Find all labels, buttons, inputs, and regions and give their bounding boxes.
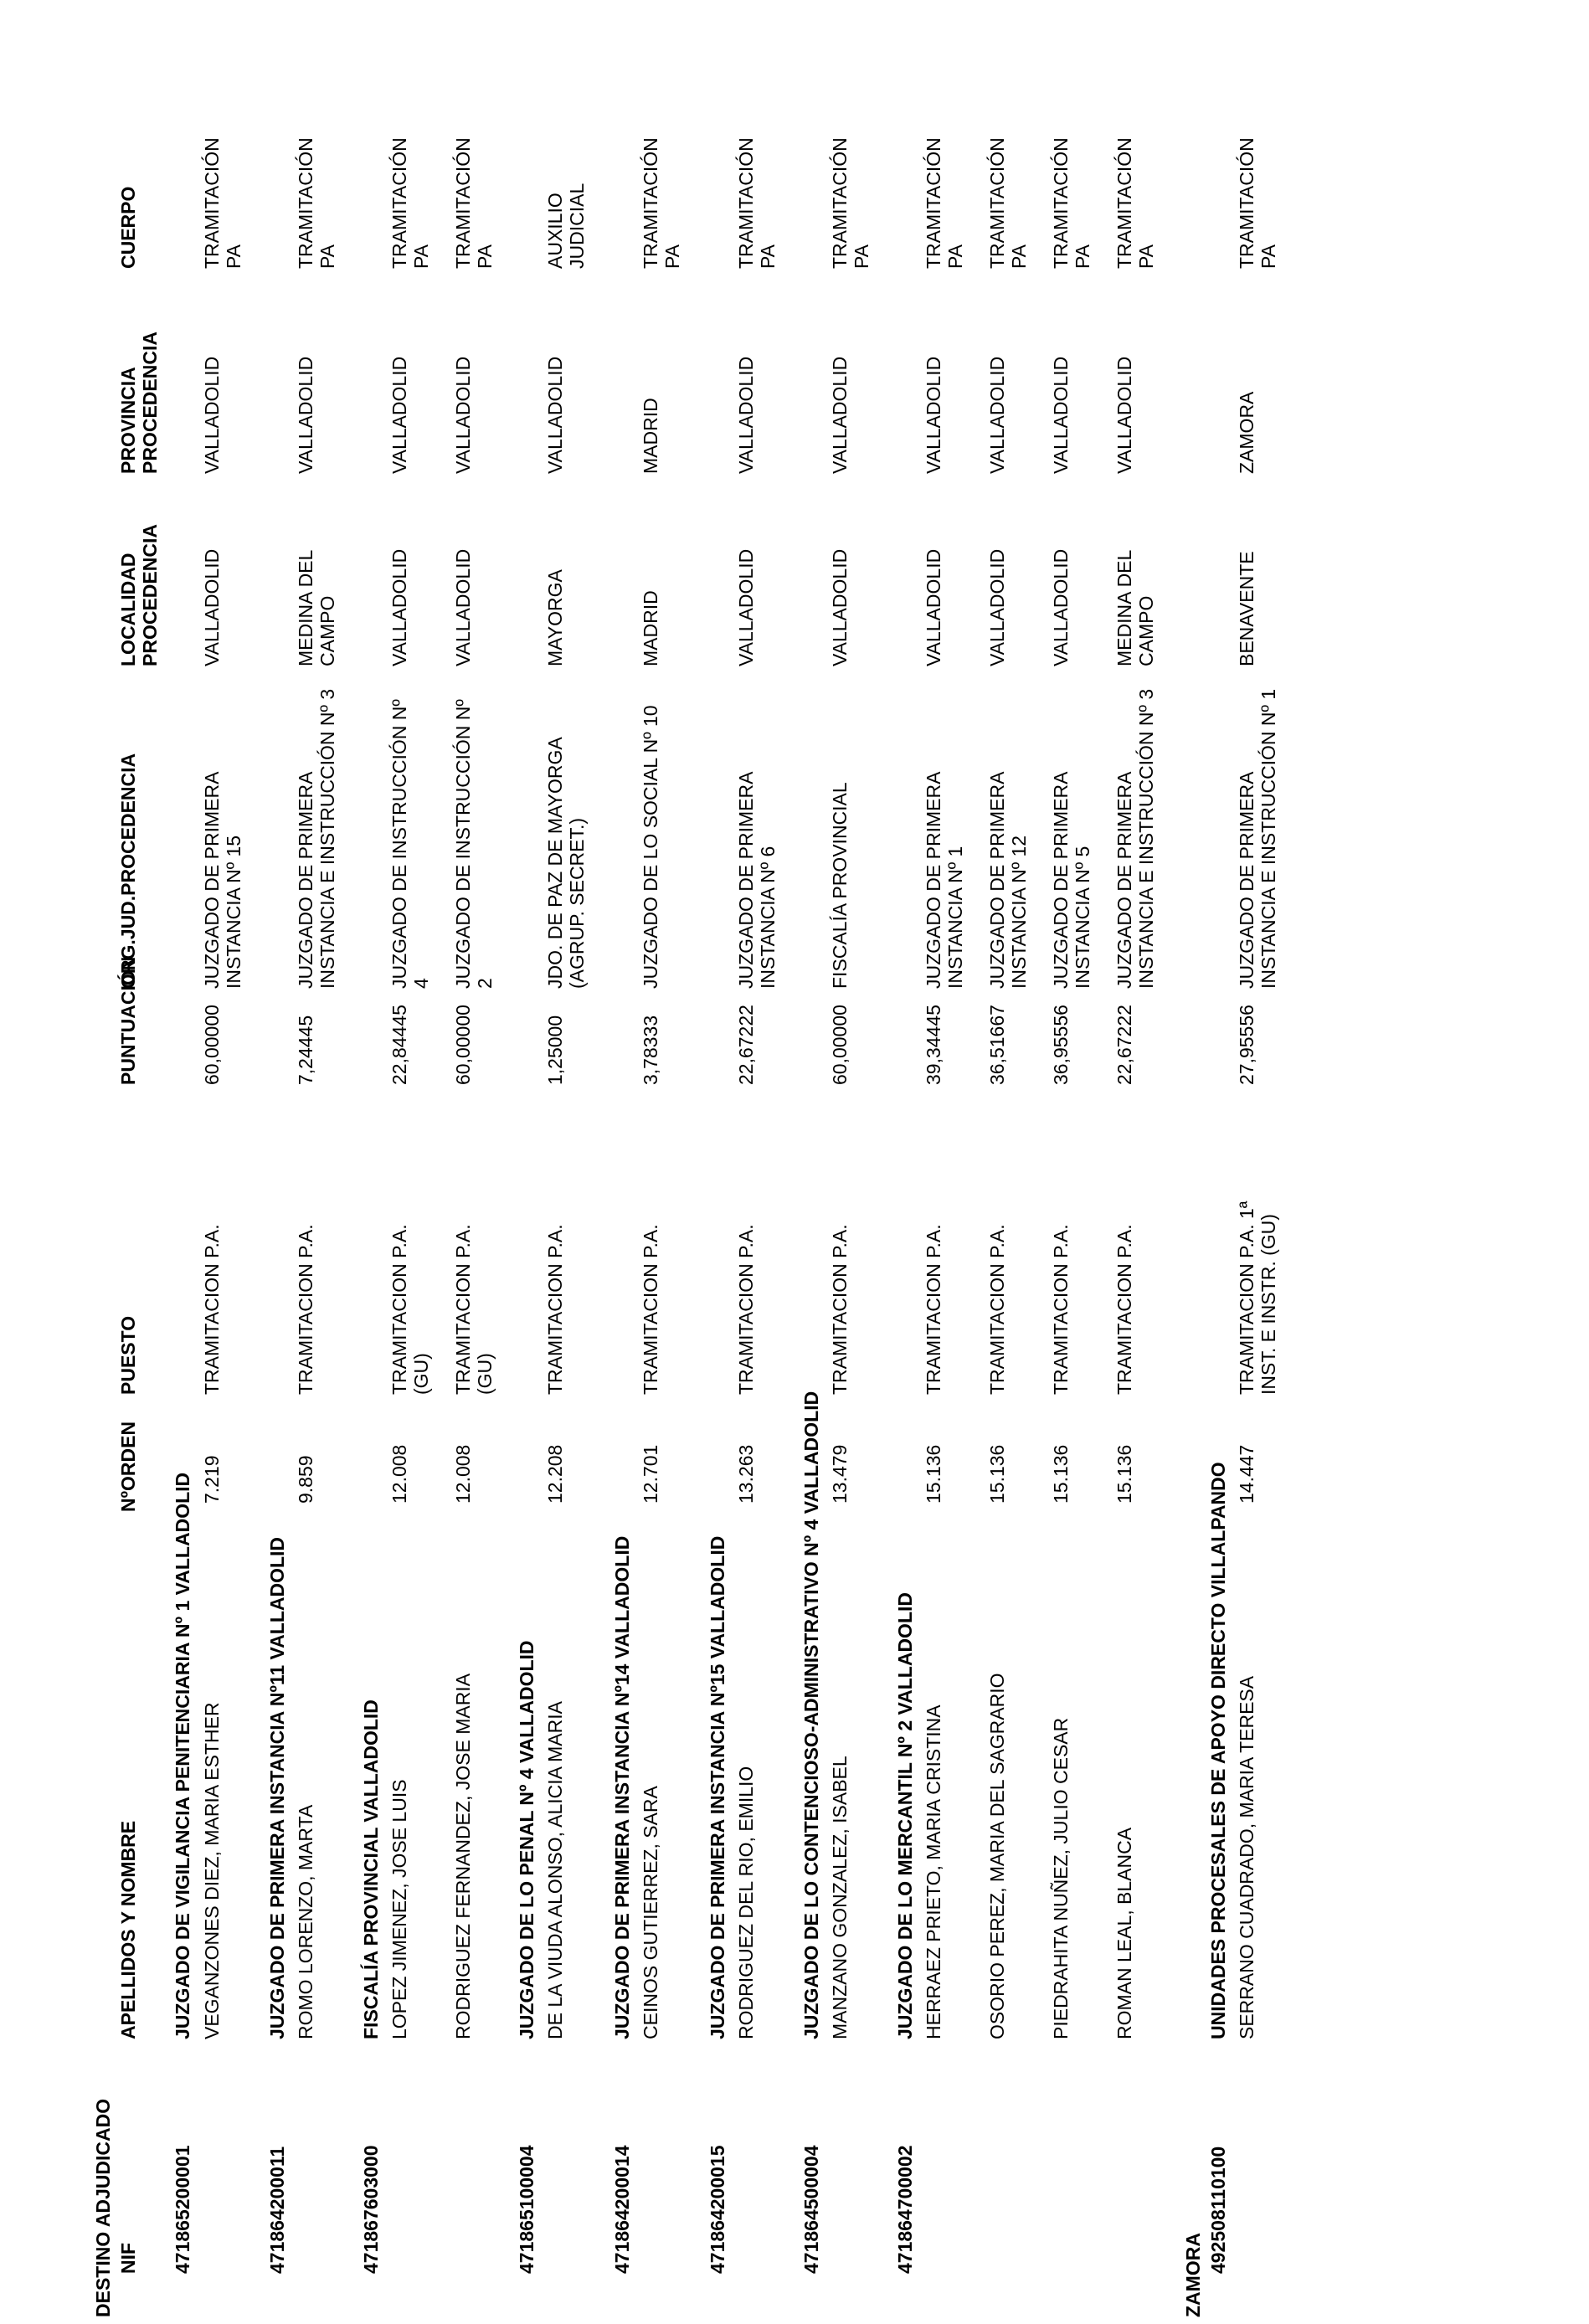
row-puesto: TRAMITACION P.A.: [544, 1224, 566, 1395]
row-nombre: DE LA VIUDA ALONSO, ALICIA MARIA: [544, 1701, 566, 2039]
row-cuerpo: TRAMITACIÓN PA: [452, 137, 496, 269]
row-puntuacion: 22,67222: [735, 1005, 757, 1085]
row-provincia: VALLADOLID: [544, 356, 566, 474]
row-provincia: VALLADOLID: [986, 356, 1008, 474]
row-nombre: OSORIO PEREZ, MARIA DEL SAGRARIO: [986, 1673, 1008, 2039]
row-org: JDO. DE PAZ DE MAYORGA (AGRUP. SECRET.): [544, 737, 588, 989]
row-org: JUZGADO DE PRIMERA INSTANCIA E INSTRUCCIÓN Nº 1: [1236, 688, 1279, 989]
row-orden: 9.859: [295, 1455, 316, 1504]
row-localidad: VALLADOLID: [1050, 548, 1072, 666]
row-nombre: LOPEZ JIMENEZ, JOSE LUIS: [388, 1779, 410, 2039]
section-code: 471867603000: [360, 2145, 382, 2274]
row-cuerpo: TRAMITACIÓN PA: [640, 137, 683, 269]
row-cuerpo: TRAMITACIÓN PA: [295, 137, 338, 269]
row-puesto: TRAMITACION P.A.: [201, 1224, 223, 1395]
section-code: 471864200014: [611, 2145, 633, 2274]
header-puntuacion: PUNTUACIÓN: [117, 956, 139, 1085]
row-puntuacion: 7,24445: [295, 1015, 316, 1085]
row-nombre: RODRIGUEZ FERNANDEZ, JOSE MARIA: [452, 1673, 474, 2039]
row-localidad: VALLADOLID: [201, 548, 223, 666]
row-localidad: MEDINA DEL CAMPO: [1113, 549, 1157, 666]
row-provincia: VALLADOLID: [452, 356, 474, 474]
row-localidad: MAYORGA: [544, 569, 566, 666]
row-cuerpo: AUXILIO JUDICIAL: [544, 183, 588, 269]
header-norden: NºORDEN: [117, 1421, 139, 1512]
row-puntuacion: 22,84445: [388, 1005, 410, 1085]
row-cuerpo: TRAMITACIÓN PA: [923, 137, 966, 269]
row-org: JUZGADO DE PRIMERA INSTANCIA E INSTRUCCIÓN Nº 3: [295, 688, 338, 989]
row-nombre: SERRANO CUADRADO, MARIA TERESA: [1236, 1675, 1257, 2039]
row-orden: 15.136: [923, 1444, 944, 1504]
row-cuerpo: TRAMITACIÓN PA: [1113, 137, 1157, 269]
row-cuerpo: TRAMITACIÓN PA: [201, 137, 244, 269]
row-orden: 12.208: [544, 1444, 566, 1504]
row-puesto: TRAMITACION P.A. (GU): [388, 1224, 432, 1395]
section-code: 471865100004: [516, 2145, 537, 2274]
document-title: DESTINO ADJUDICADO: [92, 2098, 114, 2317]
row-nombre: CEINOS GUTIERREZ, SARA: [640, 1786, 661, 2039]
section-name: JUZGADO DE PRIMERA INSTANCIA Nº14 VALLADOLID: [611, 1535, 633, 2039]
section-name: JUZGADO DE LO CONTENCIOSO-ADMINISTRATIVO Nº 4 VALLADOLID: [800, 1391, 822, 2039]
row-provincia: VALLADOLID: [735, 356, 757, 474]
row-puesto: TRAMITACION P.A. (GU): [452, 1224, 496, 1395]
section-code: 471864500004: [800, 2145, 822, 2274]
section-name: JUZGADO DE LO MERCANTIL Nº 2 VALLADOLID: [894, 1592, 916, 2039]
row-orden: 15.136: [986, 1444, 1008, 1504]
row-puesto: TRAMITACION P.A. 1ª INST. E INSTR. (GU): [1236, 1201, 1279, 1395]
row-puntuacion: 3,78333: [640, 1015, 661, 1085]
row-provincia: MADRID: [640, 398, 661, 474]
section-code: 471864200011: [266, 2146, 288, 2274]
header-provincia: PROVINCIA PROCEDENCIA: [117, 332, 161, 474]
section-name: JUZGADO DE VIGILANCIA PENITENCIARIA Nº 1 VALLADOLID: [172, 1472, 193, 2039]
row-cuerpo: TRAMITACIÓN PA: [986, 137, 1030, 269]
header-cuerpo: CUERPO: [117, 186, 139, 269]
row-localidad: VALLADOLID: [829, 548, 851, 666]
row-orden: 13.479: [829, 1444, 851, 1504]
row-orden: 7.219: [201, 1455, 223, 1504]
row-orden: 15.136: [1113, 1444, 1135, 1504]
row-localidad: VALLADOLID: [735, 548, 757, 666]
row-nombre: ROMAN LEAL, BLANCA: [1113, 1827, 1135, 2039]
row-nombre: MANZANO GONZALEZ, ISABEL: [829, 1756, 851, 2039]
row-nombre: ROMO LORENZO, MARTA: [295, 1804, 316, 2039]
row-nombre: HERRAEZ PRIETO, MARIA CRISTINA: [923, 1704, 944, 2039]
row-nombre: VEGANZONES DIEZ, MARIA ESTHER: [201, 1702, 223, 2039]
row-cuerpo: TRAMITACIÓN PA: [1050, 137, 1093, 269]
header-org: ORG.JUD.PROCEDENCIA: [117, 753, 139, 989]
row-cuerpo: TRAMITACIÓN PA: [829, 137, 872, 269]
row-orden: 12.701: [640, 1444, 661, 1504]
section-name: JUZGADO DE PRIMERA INSTANCIA Nº11 VALLADOLID: [266, 1536, 288, 2039]
section-name: JUZGADO DE PRIMERA INSTANCIA Nº15 VALLADOLID: [707, 1535, 728, 2039]
row-nombre: PIEDRAHITA NUÑEZ, JULIO CESAR: [1050, 1717, 1072, 2039]
row-localidad: BENAVENTE: [1236, 551, 1257, 666]
row-puesto: TRAMITACION P.A.: [1113, 1224, 1135, 1395]
section-name: UNIDADES PROCESALES DE APOYO DIRECTO VILLALPANDO: [1207, 1462, 1229, 2039]
row-puntuacion: 27,95556: [1236, 1005, 1257, 1085]
row-puntuacion: 60,00000: [201, 1005, 223, 1085]
header-localidad: LOCALIDAD PROCEDENCIA: [117, 524, 161, 666]
row-provincia: VALLADOLID: [1050, 356, 1072, 474]
row-orden: 15.136: [1050, 1444, 1072, 1504]
row-org: FISCALÍA PROVINCIAL: [829, 782, 851, 989]
section-code: 471864700002: [894, 2145, 916, 2274]
row-org: JUZGADO DE PRIMERA INSTANCIA Nº 12: [986, 771, 1030, 989]
row-puesto: TRAMITACION P.A.: [1050, 1224, 1072, 1395]
row-org: JUZGADO DE INSTRUCCIÓN Nº 2: [452, 699, 496, 989]
row-org: JUZGADO DE LO SOCIAL Nº 10: [640, 705, 661, 989]
row-orden: 12.008: [452, 1444, 474, 1504]
row-localidad: MADRID: [640, 590, 661, 666]
row-org: JUZGADO DE PRIMERA INSTANCIA E INSTRUCCIÓN Nº 3: [1113, 688, 1157, 989]
row-localidad: VALLADOLID: [923, 548, 944, 666]
row-org: JUZGADO DE INSTRUCCIÓN Nº 4: [388, 699, 432, 989]
row-provincia: VALLADOLID: [923, 356, 944, 474]
header-puesto: PUESTO: [117, 1315, 139, 1395]
row-localidad: VALLADOLID: [388, 548, 410, 666]
row-puesto: TRAMITACION P.A.: [986, 1224, 1008, 1395]
row-orden: 13.263: [735, 1444, 757, 1504]
row-puntuacion: 22,67222: [1113, 1005, 1135, 1085]
header-nif: NIF: [117, 2242, 139, 2274]
row-cuerpo: TRAMITACIÓN PA: [388, 137, 432, 269]
row-puntuacion: 60,00000: [452, 1005, 474, 1085]
row-cuerpo: TRAMITACIÓN PA: [1236, 137, 1279, 269]
region-heading: ZAMORA: [1182, 2233, 1204, 2317]
row-localidad: VALLADOLID: [986, 548, 1008, 666]
header-nombre: APELLIDOS Y NOMBRE: [117, 1820, 139, 2039]
row-puntuacion: 1,25000: [544, 1015, 566, 1085]
row-puesto: TRAMITACION P.A.: [923, 1224, 944, 1395]
section-code: 492508110100: [1207, 2146, 1229, 2274]
row-orden: 12.008: [388, 1444, 410, 1504]
row-cuerpo: TRAMITACIÓN PA: [735, 137, 779, 269]
row-localidad: VALLADOLID: [452, 548, 474, 666]
row-org: JUZGADO DE PRIMERA INSTANCIA Nº 1: [923, 771, 966, 989]
row-provincia: VALLADOLID: [201, 356, 223, 474]
row-provincia: VALLADOLID: [829, 356, 851, 474]
row-puesto: TRAMITACION P.A.: [295, 1224, 316, 1395]
row-org: JUZGADO DE PRIMERA INSTANCIA Nº 15: [201, 771, 244, 989]
section-code: 471864200015: [707, 2145, 728, 2274]
row-puesto: TRAMITACION P.A.: [829, 1224, 851, 1395]
row-org: JUZGADO DE PRIMERA INSTANCIA Nº 6: [735, 771, 779, 989]
section-code: 471865200001: [172, 2145, 193, 2274]
row-org: JUZGADO DE PRIMERA INSTANCIA Nº 5: [1050, 771, 1093, 989]
row-localidad: MEDINA DEL CAMPO: [295, 549, 338, 666]
row-provincia: VALLADOLID: [388, 356, 410, 474]
row-provincia: VALLADOLID: [295, 356, 316, 474]
section-name: FISCALÍA PROVINCIAL VALLADOLID: [360, 1699, 382, 2039]
row-puesto: TRAMITACION P.A.: [735, 1224, 757, 1395]
row-puntuacion: 36,51667: [986, 1005, 1008, 1085]
row-provincia: ZAMORA: [1236, 391, 1257, 474]
row-puntuacion: 36,95556: [1050, 1005, 1072, 1085]
row-puntuacion: 39,34445: [923, 1005, 944, 1085]
row-nombre: RODRIGUEZ DEL RIO, EMILIO: [735, 1766, 757, 2039]
row-puesto: TRAMITACION P.A.: [640, 1224, 661, 1395]
section-name: JUZGADO DE LO PENAL Nº 4 VALLADOLID: [516, 1640, 537, 2039]
row-orden: 14.447: [1236, 1444, 1257, 1504]
row-provincia: VALLADOLID: [1113, 356, 1135, 474]
row-puntuacion: 60,00000: [829, 1005, 851, 1085]
